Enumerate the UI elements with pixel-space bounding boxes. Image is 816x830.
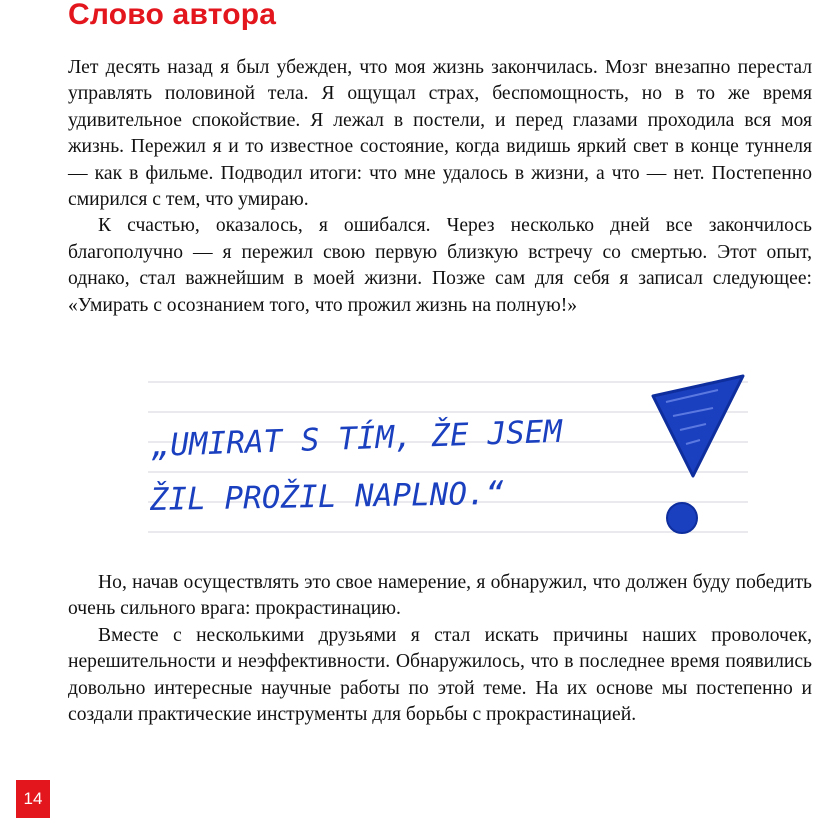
paragraph: Лет десять назад я был убежден, что моя жизнь закончилась. Мозг внезапно перестал управлять половиной тела. Я ощущал страх, беспомощность, но в то же время удивительное спокойствие. Я лежал в постели, и перед глазами проходила вся моя жизнь. Пережил я и то известное состояние, когда видишь яркий свет в конце туннеля — как в фильме. Подводил итоги: что мне удалось в жизни, а что — нет. Постепенно смирился с тем, что умираю. (68, 57, 812, 211)
page-number: 14 (23, 789, 43, 808)
paragraph: К счастью, оказалось, я ошибался. Через несколько дней все закончилось благополучно — я пережил свою первую близкую встречу со смертью. Этот опыт, однако, стал важнейшим в моей жизни. Позже сам для себя я записал следующее: «Умирать с осознанием того, что прожил жизнь на полную!» (68, 215, 812, 316)
handwritten-quote-image (148, 368, 748, 548)
handwriting-line: „UMIRAT S TÍM, ŽE JSEM (151, 413, 563, 464)
handwriting-line: ŽIL PROŽIL NAPLNO.“ (149, 475, 505, 518)
page-number-badge (16, 780, 50, 818)
page-title: Слово автора (68, 0, 277, 31)
exclamation-mark-drawing (653, 376, 743, 533)
paragraph: Но, начав осуществлять это свое намерение, я обнаружил, что должен буду победить очень сильного врага: прокрастинацию. (68, 572, 812, 620)
intro-text (68, 55, 812, 319)
paragraph: Вместе с несколькими друзьями я стал искать причины наших проволочек, нерешительности и неэффективности. Обнаружилось, что в последнее время появились довольно интересные научные работы по этой теме. На их основе мы постепенно и создали практические инструменты для борьбы с прокрастинацией. (68, 624, 812, 726)
closing-text (68, 570, 812, 728)
